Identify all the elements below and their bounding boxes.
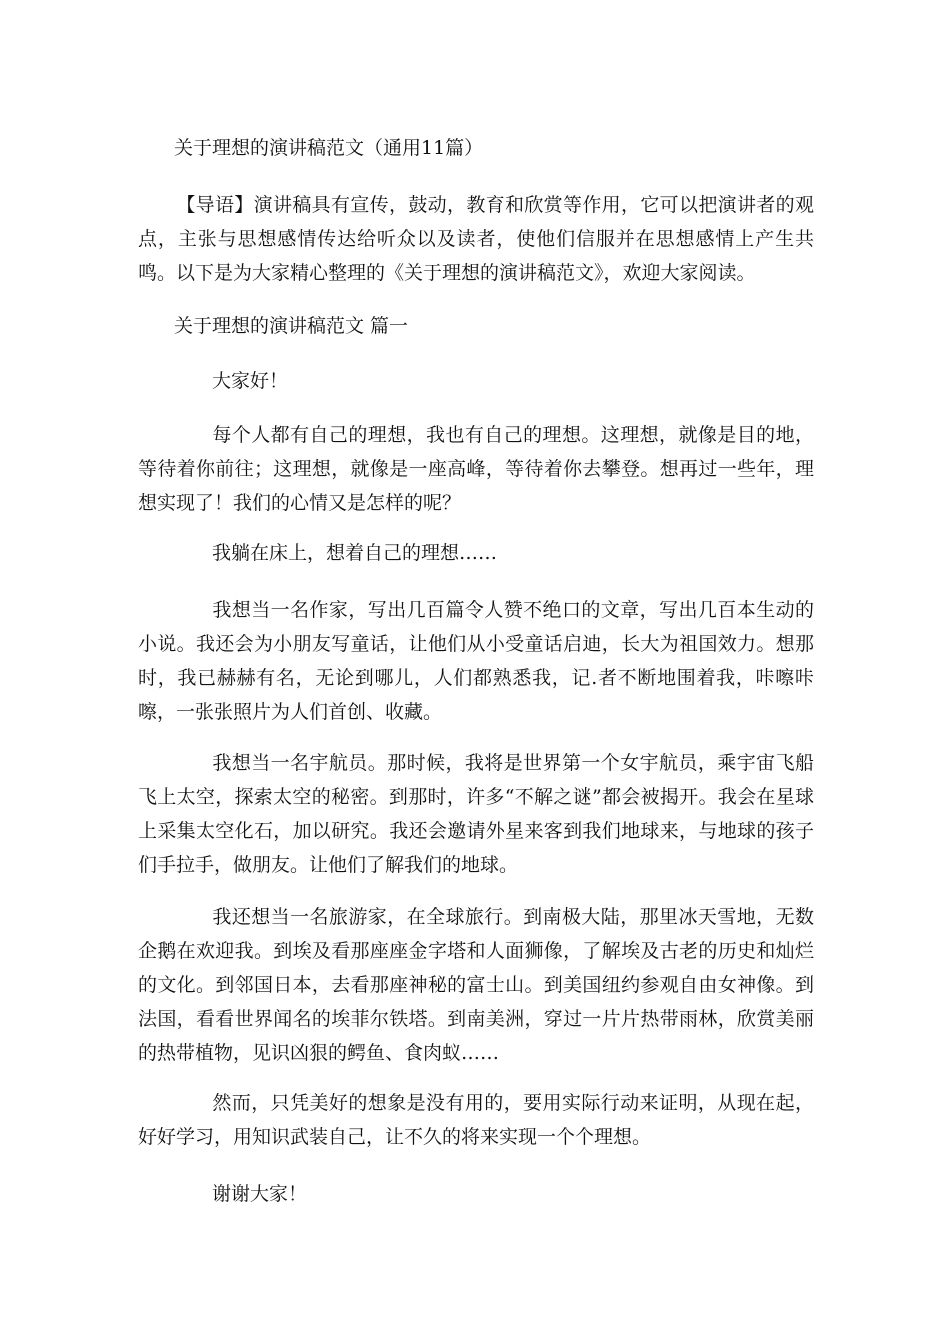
- body-paragraph-6: [138, 1086, 814, 1154]
- body-paragraph-4: [138, 746, 814, 882]
- document-title: 关于理想的演讲稿范文（通用11篇）: [174, 137, 484, 159]
- body-paragraph-2: [138, 536, 814, 570]
- intro-paragraph: [138, 188, 814, 290]
- paragraph-text: 我想当一名宇航员。那时候，我将是世界第一个女宇航员，乘宇宙飞船飞上太空，探索太空的秘密。到那时，许多“不解之谜”都会被揭开。我会在星球上采集太空化石，加以研究。我还会邀请外星来客到我们地球来，与地球的孩子们手拉手，做朋友。让他们了解我们的地球。: [138, 752, 814, 876]
- section-heading: 关于理想的演讲稿范文 篇一: [174, 315, 409, 337]
- paragraph-text: 然而，只凭美好的想象是没有用的，要用实际行动来证明，从现在起，好好学习，用知识武装自己，让不久的将来实现一个个理想。: [138, 1092, 814, 1148]
- body-paragraph-1: [138, 418, 814, 520]
- paragraph-text: 每个人都有自己的理想，我也有自己的理想。这理想，就像是目的地，等待着你前往；这理想，就像是一座高峰，等待着你去攀登。想再过一些年，理想实现了！我们的心情又是怎样的呢？: [138, 424, 814, 514]
- paragraph-text: 我还想当一名旅游家，在全球旅行。到南极大陆，那里冰天雪地，无数企鹅在欢迎我。到埃及看那座座金字塔和人面狮像，了解埃及古老的历史和灿烂的文化。到邻国日本，去看那座神秘的富士山。到美国纽约参观自由女神像。到法国，看看世界闻名的埃菲尔铁塔。到南美洲，穿过一片片热带雨林，欣赏美丽的热带植物，见识凶狠的鳄鱼、食肉蚁……: [138, 906, 814, 1064]
- intro-text: 【导语】演讲稿具有宣传，鼓动，教育和欣赏等作用，它可以把演讲者的观点，主张与思想感情传达给听众以及读者，使他们信服并在思想感情上产生共鸣。以下是为大家精心整理的《关于理想的演讲稿范文》，欢迎大家阅读。: [138, 194, 814, 284]
- body-paragraph-3: [138, 593, 814, 729]
- paragraph-text: 我躺在床上，想着自己的理想……: [212, 542, 498, 564]
- paragraph-text: 我想当一名作家，写出几百篇令人赞不绝口的文章，写出几百本生动的小说。我还会为小朋友写童话，让他们从小受童话启迪，长大为祖国效力。想那时，我已赫赫有名，无论到哪儿，人们都熟悉我，记.者不断地围着我，咔嚓咔嚓，一张张照片为人们首创、收藏。: [138, 599, 814, 723]
- body-paragraph-5: [138, 900, 814, 1070]
- closing-line: 谢谢大家！: [212, 1183, 308, 1205]
- greeting: 大家好！: [212, 370, 289, 392]
